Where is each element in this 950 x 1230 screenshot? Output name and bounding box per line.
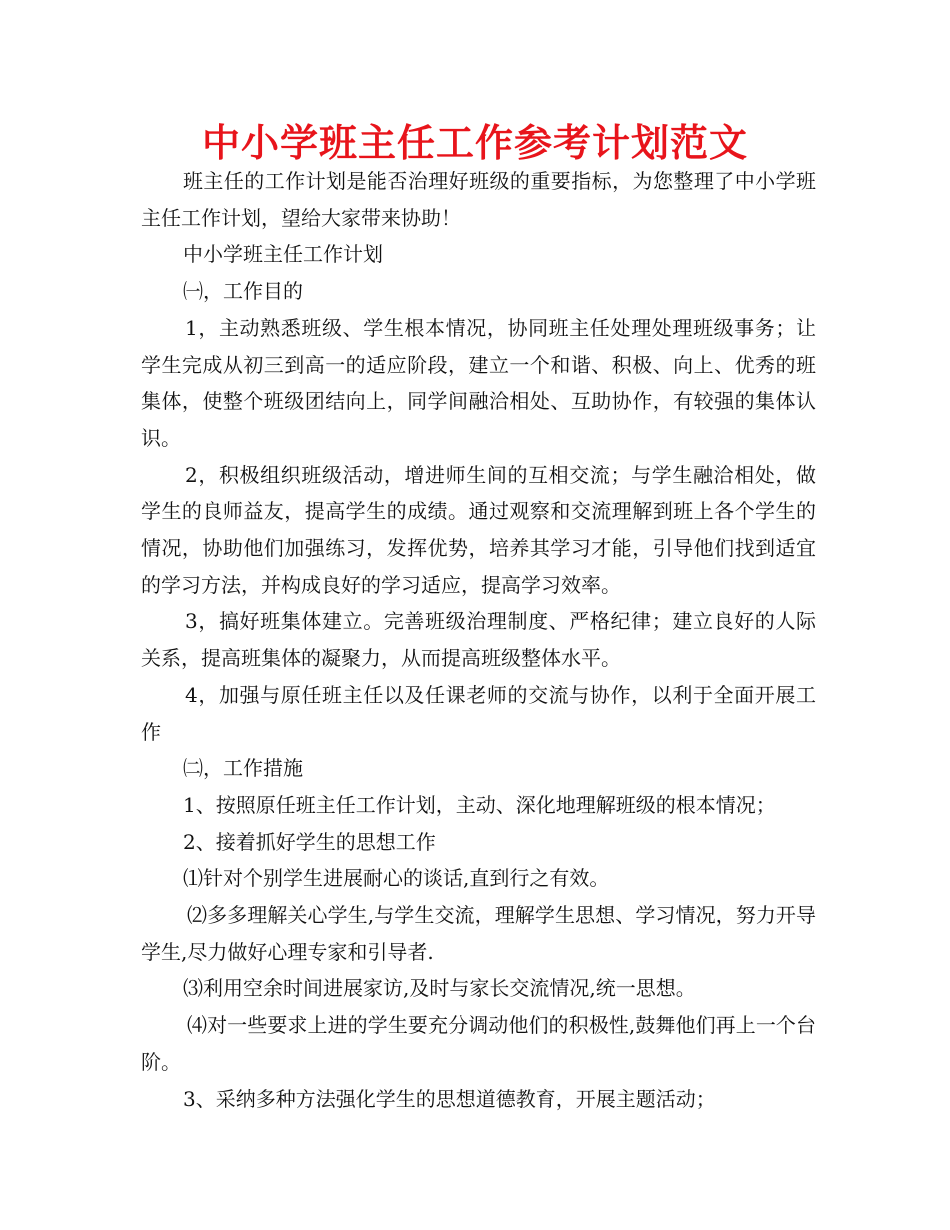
measure-subitem-1: ⑴针对个别学生进展耐心的谈话,直到行之有效。 xyxy=(183,866,610,891)
document-body xyxy=(141,163,816,1117)
measure-subitem-2: ⑵多多理解关心学生,与学生交流，理解学生思想、学习情况，努力开导学生,尽力做好心理专家和引导者. xyxy=(141,903,816,964)
document-title: 中小学班主任工作参考计划范文 xyxy=(201,120,748,165)
intro-paragraph: 班主任的工作计划是能否治理好班级的重要指标，为您整理了中小学班主任工作计划，望给大家带来协助！ xyxy=(141,169,816,230)
subsection-heading-measures: ㈡，工作措施 xyxy=(183,756,303,781)
goal-item-1: 1，主动熟悉班级、学生根本情况，协同班主任处理处理班级事务；让学生完成从初三到高一的适应阶段，建立一个和谐、积极、向上、优秀的班集体，使整个班级团结向上，同学间融洽相处、互助协作，有较强的集体认识。 xyxy=(141,315,816,450)
measure-subitem-3: ⑶利用空余时间进展家访,及时与家长交流情况,统一思想。 xyxy=(183,976,696,1001)
goal-item-3: 3，搞好班集体建立。完善班级治理制度、严格纪律；建立良好的人际关系，提高班集体的凝聚力，从而提高班级整体水平。 xyxy=(141,609,816,671)
measure-item-2: 2、接着抓好学生的思想工作 xyxy=(183,829,436,854)
subsection-heading-goals: ㈠，工作目的 xyxy=(183,279,303,304)
goal-item-4: 4，加强与原任班主任以及任课老师的交流与协作，以利于全面开展工作 xyxy=(141,682,816,744)
measure-item-1: 1、按照原任班主任工作计划，主动、深化地理解班级的根本情况； xyxy=(183,792,776,817)
goal-item-2: 2，积极组织班级活动，增进师生间的互相交流；与学生融洽相处，做学生的良师益友，提高学生的成绩。通过观察和交流理解到班上各个学生的情况，协助他们加强练习，发挥优势，培养其学习才能，引导他们找到适宜的学习方法，并构成良好的学习适应，提高学习效率。 xyxy=(141,462,816,597)
section-heading: 中小学班主任工作计划 xyxy=(183,242,383,267)
measure-item-3: 3、采纳多种方法强化学生的思想道德教育，开展主题活动； xyxy=(183,1086,716,1111)
measure-subitem-4: ⑷对一些要求上进的学生要充分调动他们的积极性,鼓舞他们再上一个台阶。 xyxy=(141,1013,816,1074)
